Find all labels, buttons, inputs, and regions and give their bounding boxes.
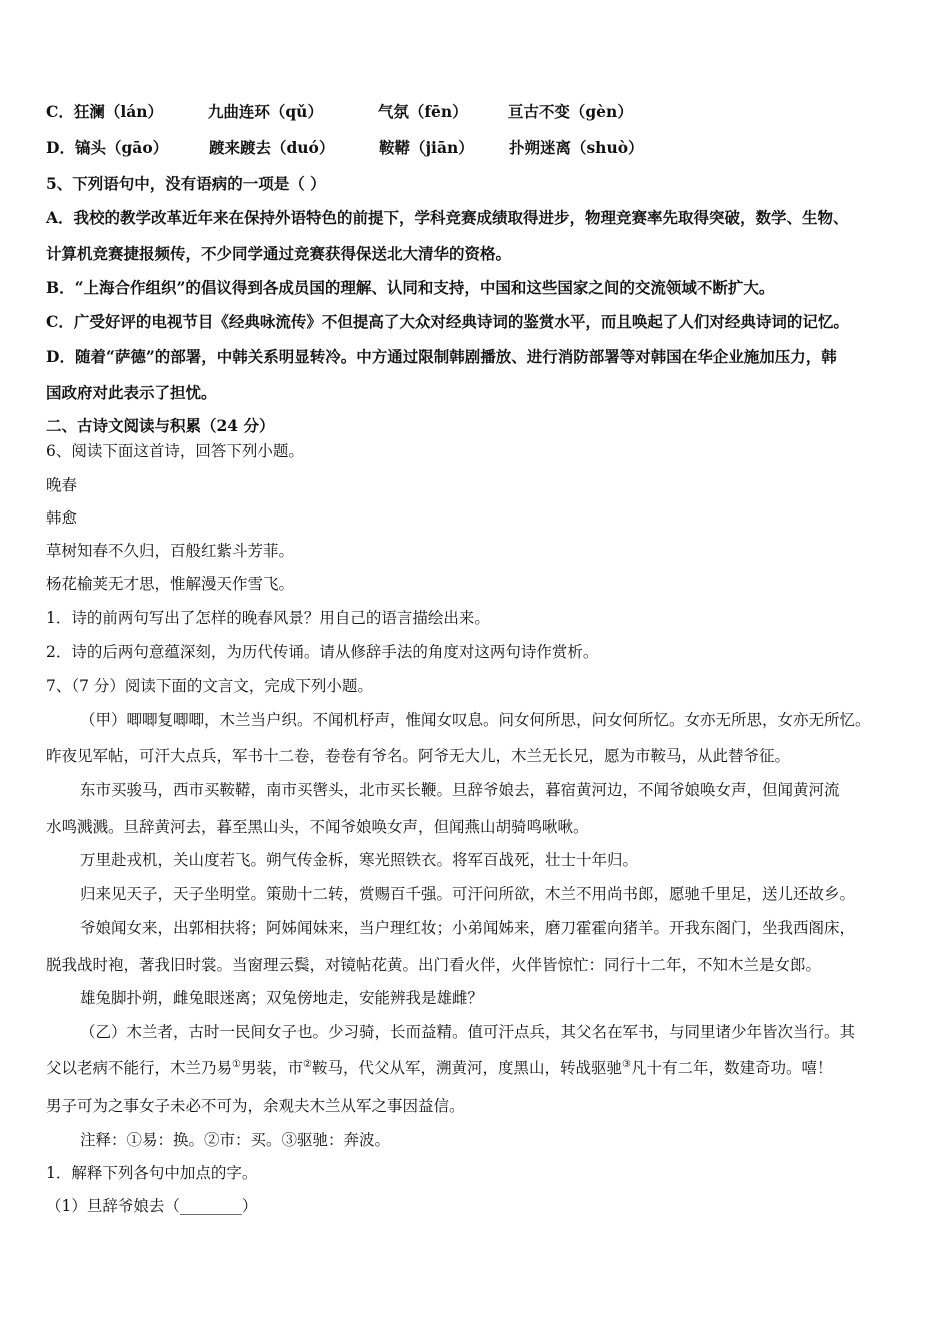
passage-a-line: 归来见天子，天子坐明堂。策勋十二转，赏赐百千强。可汗问所欲，木兰不用尚书郎，愿驰千里足，送儿还故乡。: [80, 885, 856, 903]
q4-d-item-3: 鞍鞯（jiān）: [378, 138, 474, 157]
q5-stem: 5、下列语句中，没有语病的一项是（ ）: [46, 174, 326, 193]
q4-c-item-1: 狂澜（lán）: [73, 102, 164, 121]
passage-a-line: 脱我战时袍，著我旧时裳。当窗理云鬓，对镜帖花黄。出门看火伴，火伴皆惊忙：同行十二年，不知木兰是女郎。: [46, 956, 822, 974]
q5-option-c: C．广受好评的电视节目《经典咏流传》不但提高了大众对经典诗词的鉴赏水平，而且唤起了人们对经典诗词的记忆。: [46, 312, 849, 331]
q7-sub-question-1-item-1: （1）旦辞爷娘去（________）: [46, 1197, 258, 1215]
q4-c-item-2: 九曲连环（qǔ）: [207, 102, 323, 121]
q4-d-item-2: 踱来踱去（duó）: [208, 138, 335, 157]
footnote-marker: ②: [303, 1058, 312, 1070]
passage-a-line: 水鸣溅溅。旦辞黄河去，暮至黑山头，不闻爷娘唤女声，但闻燕山胡骑鸣啾啾。: [46, 818, 589, 836]
q4-option-c: [46, 102, 633, 122]
poem-line-1: 草树知春不久归，百般红紫斗芳菲。: [46, 542, 295, 560]
poem-author: 韩愈: [46, 509, 78, 527]
passage-a-line: 万里赴戎机，关山度若飞。朔气传金柝，寒光照铁衣。将军百战死，壮士十年归。: [80, 851, 639, 869]
q5-option-d-line2: 国政府对此表示了担忧。: [46, 383, 217, 402]
passage-b-line: （乙）木兰者，古时一民间女子也。少习骑，长而益精。值可汗点兵，其父名在军书，与同里诸少年皆次当行。其: [80, 1023, 856, 1041]
q6-sub-question-2: 2．诗的后两句意蕴深刻，为历代传诵。请从修辞手法的角度对这两句诗作赏析。: [46, 643, 599, 661]
footnote-marker: ①: [232, 1058, 241, 1070]
footnotes: 注释：①易：换。②市：买。③驱驰：奔波。: [80, 1131, 391, 1149]
q4-d-label: D．: [46, 138, 75, 157]
passage-a-line: 雄兔脚扑朔，雌兔眼迷离；双兔傍地走，安能辨我是雄雌？: [80, 989, 484, 1007]
poem-line-2: 杨花榆荚无才思，惟解漫天作雪飞。: [46, 575, 295, 593]
q7-stem: 7、（7 分）阅读下面的文言文，完成下列小题。: [46, 677, 373, 695]
passage-b-text: 男装，市: [240, 1059, 303, 1077]
q5-option-d-line1: D．随着“萨德”的部署，中韩关系明显转冷。中方通过限制韩剧播放、进行消防部署等对韩国在华企业施加压力，韩: [46, 347, 837, 366]
q7-sub-question-1: 1．解释下列各句中加点的字。: [46, 1164, 258, 1182]
passage-b-line: 男子可为之事女子未必不可为，余观夫木兰从军之事因益信。: [46, 1097, 465, 1115]
q5-option-a-line1: A．我校的教学改革近年来在保持外语特色的前提下，学科竞赛成绩取得进步，物理竞赛率先取得突破，数学、生物、: [46, 208, 849, 227]
q4-c-item-3: 气氛（fēn）: [377, 102, 468, 121]
section-heading: 二、古诗文阅读与积累（24 分）: [46, 416, 275, 435]
q5-option-a-line2: 计算机竞赛捷报频传，不少同学通过竞赛获得保送北大清华的资格。: [46, 244, 512, 263]
q6-stem: 6、阅读下面这首诗，回答下列小题。: [46, 442, 304, 460]
q6-sub-question-1: 1．诗的前两句写出了怎样的晚春风景？用自己的语言描绘出来。: [46, 609, 490, 627]
poem-title: 晚春: [46, 476, 78, 494]
passage-a-line: 东市买骏马，西市买鞍鞯，南市买辔头，北市买长鞭。旦辞爷娘去，暮宿黄河边，不闻爷娘唤女声，但闻黄河流: [80, 781, 840, 799]
passage-b-line: [46, 1058, 832, 1078]
passage-a-line: （甲）唧唧复唧唧，木兰当户织。不闻机杼声，惟闻女叹息。问女何所思，问女何所忆。女亦无所思，女亦无所忆。: [80, 711, 871, 729]
q4-d-item-4: 扑朔迷离（shuò）: [508, 138, 644, 157]
passage-a-line: 昨夜见军帖，可汗大点兵，军书十二卷，卷卷有爷名。阿爷无大儿，木兰无长兄，愿为市鞍马，从此替爷征。: [46, 747, 791, 765]
q4-c-item-4: 亘古不变（gèn）: [507, 102, 633, 121]
q5-option-b: B．“上海合作组织”的倡议得到各成员国的理解、认同和支持，中国和这些国家之间的交流领域不断扩大。: [46, 278, 775, 297]
footnote-marker: ③: [621, 1058, 631, 1070]
q4-c-label: C．: [46, 102, 74, 121]
q4-d-item-1: 镐头（gāo）: [74, 138, 169, 157]
passage-a-line: 爷娘闻女来，出郭相扶将；阿姊闻妹来，当户理红妆；小弟闻姊来，磨刀霍霍向猪羊。开我东阁门，坐我西阁床，: [80, 919, 856, 937]
passage-b-text: 父以老病不能行，木兰乃易: [46, 1059, 233, 1077]
q4-option-d: [46, 138, 644, 158]
passage-b-text: 鞍马，代父从军，溯黄河，度黑山，转战驱驰: [311, 1059, 622, 1077]
passage-b-text: 凡十有二年，数建奇功。嘻！: [630, 1059, 833, 1077]
